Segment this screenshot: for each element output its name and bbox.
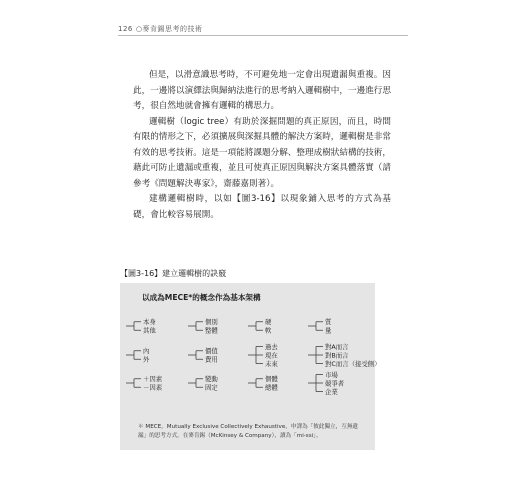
tree-node-label: 軟 [265, 326, 272, 335]
tree-node-label: 費用 [205, 355, 218, 364]
header-rule [118, 35, 408, 36]
page-number: 126 [118, 25, 133, 33]
tree-node-label: 本身 [143, 318, 156, 327]
running-header [118, 24, 202, 34]
tree-node-label: 內 [143, 347, 150, 356]
tree-node-label: 量 [325, 326, 332, 335]
tree-node-label: 企業 [325, 387, 338, 396]
figure-title: 【圖3-16】建立邏輯樹的訣竅 [120, 269, 227, 278]
tree-node-label: 個別 [205, 318, 218, 327]
tree-node-label: 競爭者 [325, 379, 345, 388]
tree-node-label: －因素 [143, 383, 163, 392]
tree-node-label: 價值 [205, 347, 218, 356]
tree-node-label: ＋因素 [143, 375, 163, 384]
tree-node-label: 變動 [205, 375, 218, 384]
tree-node-label: 整體 [205, 326, 218, 335]
figure-heading: 以成為MECE*的概念作為基本架構 [142, 293, 261, 302]
tree-node-label: 現在 [265, 351, 278, 360]
tree-node-label: 其他 [143, 326, 156, 335]
mece-tree-diagram [120, 283, 381, 423]
paragraph-3: 建構邏輯樹時，以如【圖3-16】以現象鋪入思考的方式為基礎，會比較容易展開。 [133, 194, 391, 220]
paragraph-2: 邏輯樹（logic tree）有助於深掘問題的真正原因，而且，時間有限的情形之下，必須擴展與深掘具體的解決方案時，邏輯樹是非常有效的思考技術。這是一項能將課題分解、整理成樹狀結構的技術，藉此可防止遺漏或重複，並且可使真正原因與解決方案具體落實（請參考《問題解決專家》，齋藤嘉則著）。 [133, 116, 391, 189]
running-title: ○麥肯錫思考的技術 [135, 25, 203, 33]
figure-box [120, 283, 381, 450]
tree-node-label: 硬 [265, 318, 272, 327]
tree-node-label: 市場 [325, 370, 338, 379]
tree-node-label: 固定 [205, 383, 218, 392]
tree-node-label: 質 [325, 318, 332, 327]
tree-node-label: 過去 [265, 342, 278, 351]
figure-footnote: ＊ MECE，Mutually Exclusive Collectively Exhaustive，申譯為「彼此獨立，互無遺漏」的思考方式。在麥肯錫（McKinsey & Company），讀為「mi-ssi」。 [138, 424, 359, 439]
paragraph-1: 但是，以滑意識思考時，不可避免地一定會出現遺漏與重複。因此，一邊將以演繹法與歸納法進行的思考納入邏輯樹中，一邊進行思考，很自然地就會擁有邏輯的構思力。 [133, 70, 391, 111]
tree-node-label: 對A而言 [325, 342, 349, 351]
tree-node-label: 對C而言（接受側） [325, 359, 381, 368]
tree-node-label: 總體 [265, 383, 278, 392]
tree-node-label: 外 [143, 355, 150, 364]
tree-node-label: 對B而言 [325, 351, 349, 360]
body-text [133, 68, 391, 223]
tree-node-label: 未來 [265, 359, 278, 368]
tree-node-label: 個體 [265, 375, 278, 384]
